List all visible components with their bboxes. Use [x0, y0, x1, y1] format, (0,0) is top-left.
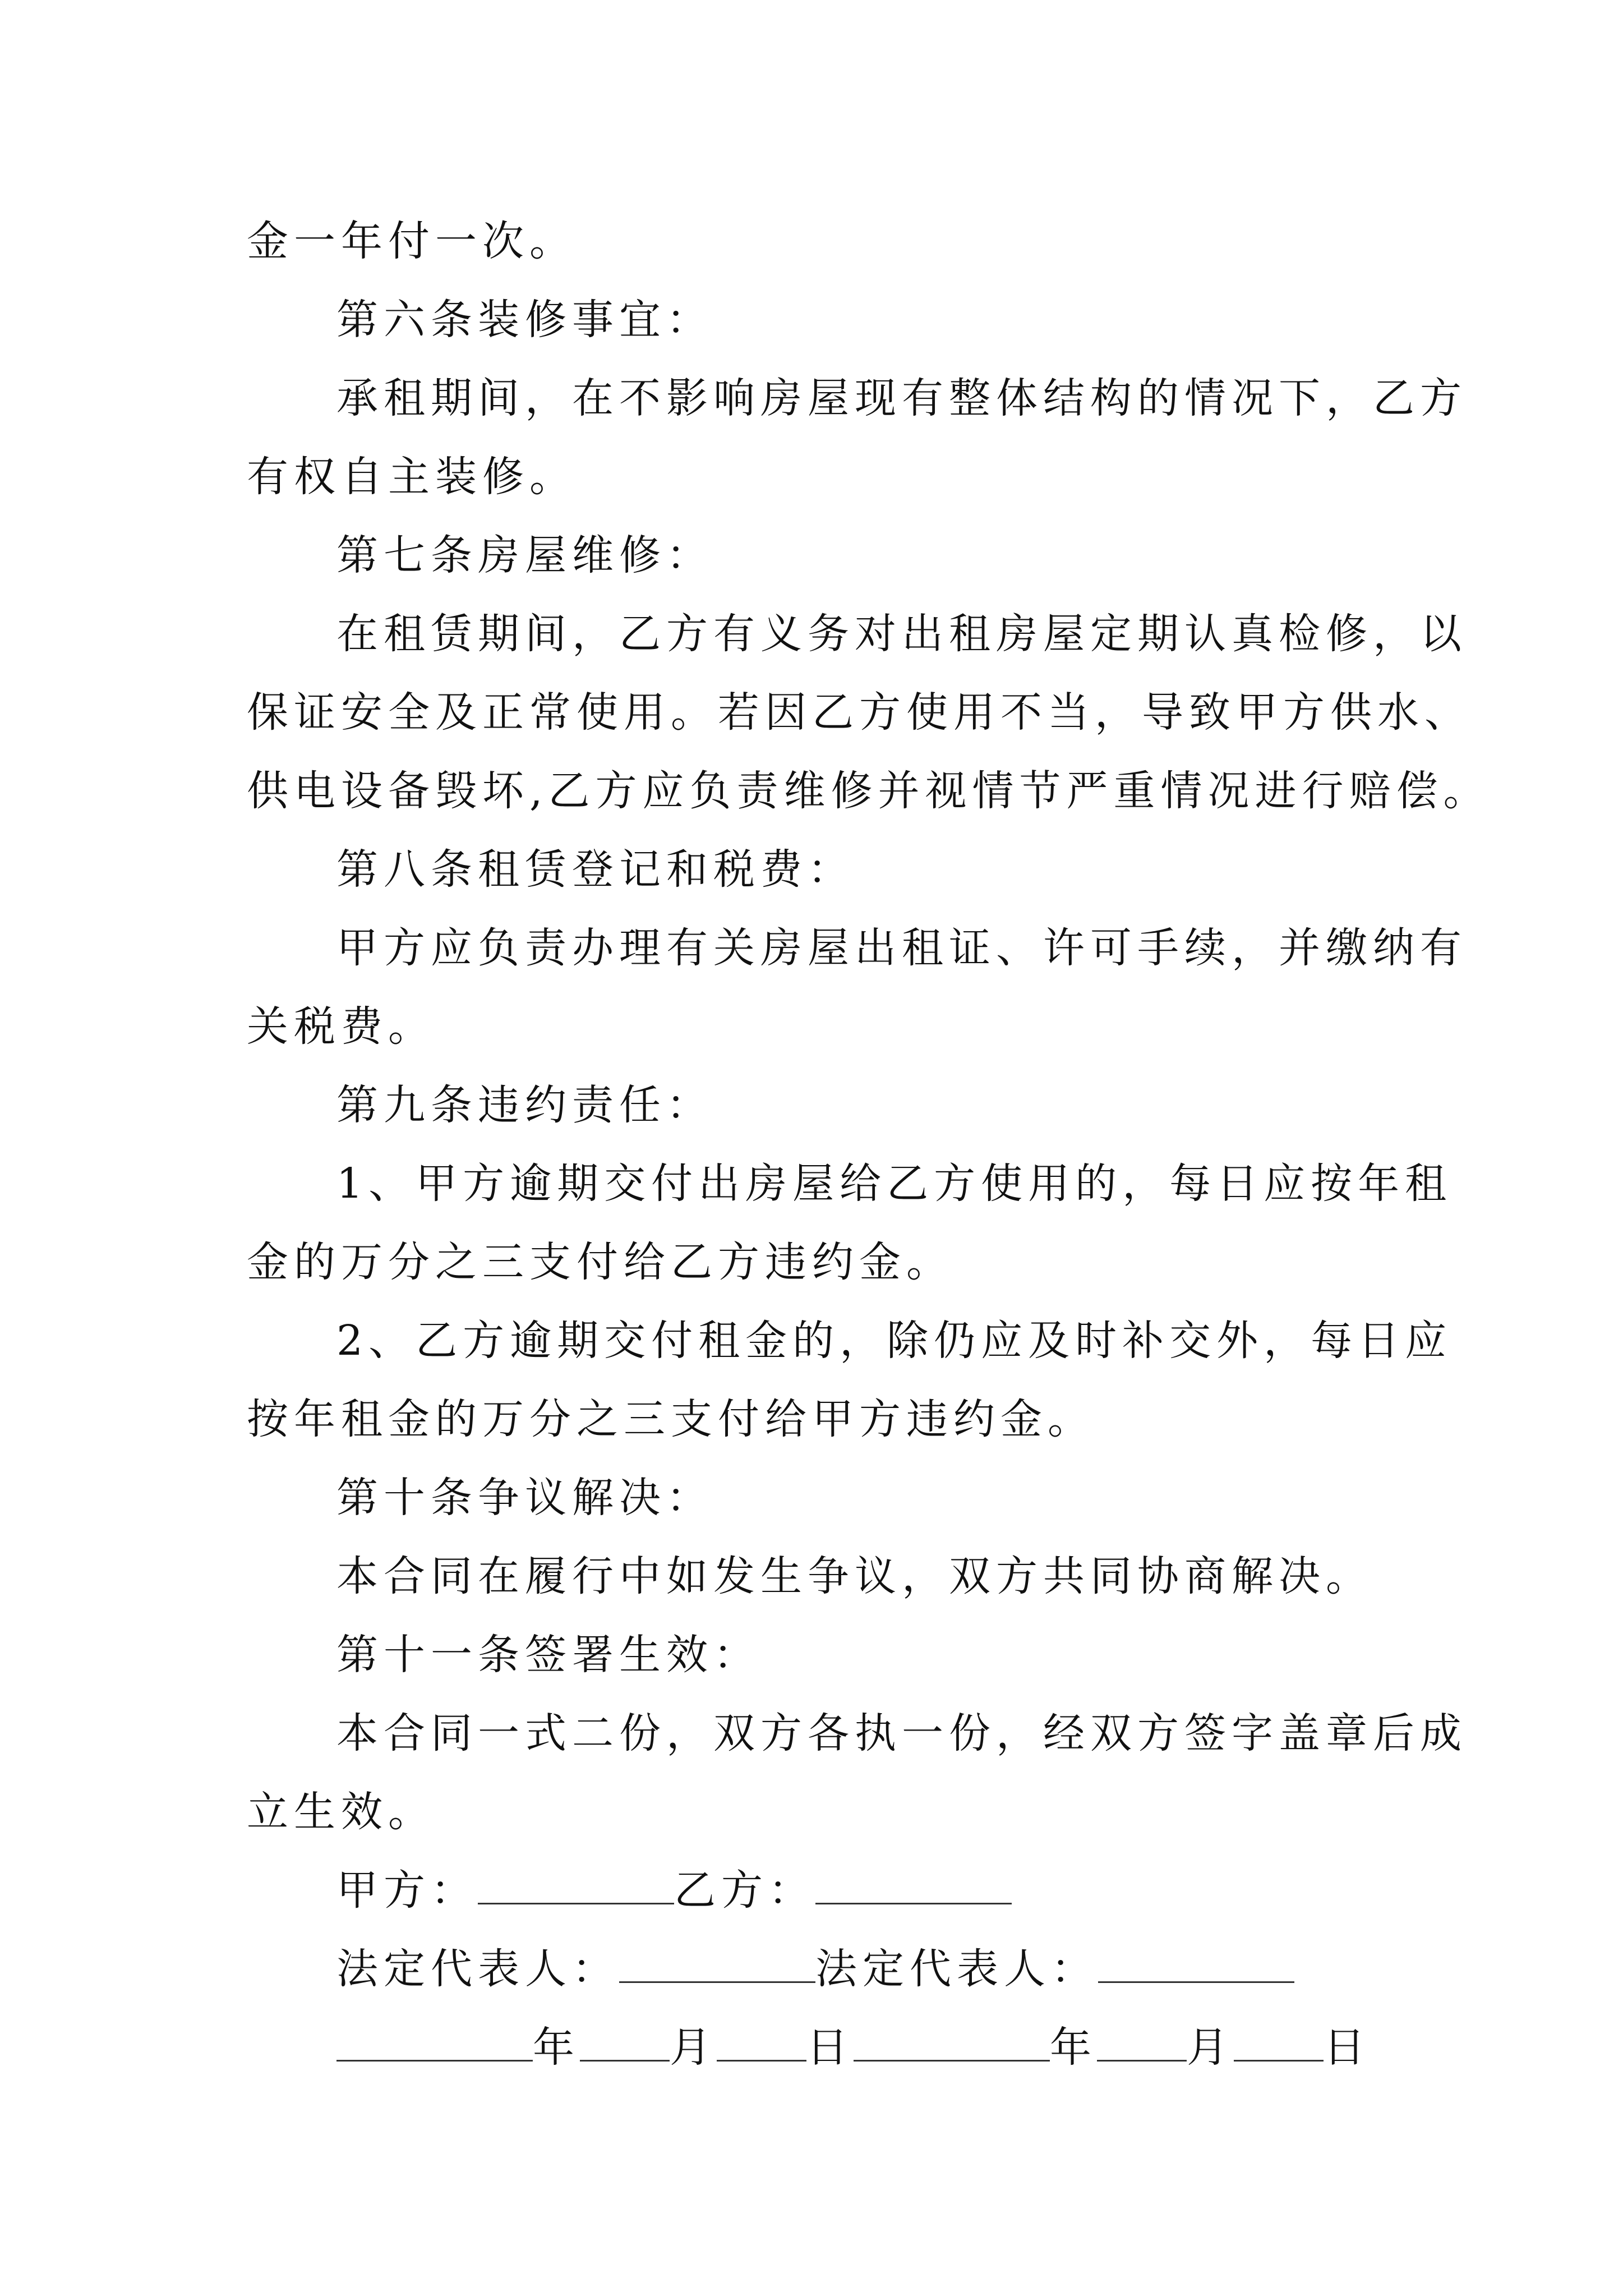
clause-heading-7: 第七条房屋维修：	[336, 531, 713, 579]
day-b-label: 日	[1324, 2023, 1371, 2072]
legal-rep-a-label: 法定代表人：	[336, 1945, 619, 1993]
paragraph-line: 金的万分之三支付给乙方违约金。	[247, 1238, 953, 1286]
party-a-blank	[478, 1864, 674, 1904]
day-a-label: 日	[806, 2023, 854, 2072]
signature-parties-line	[247, 1851, 1391, 1930]
party-b-blank	[815, 1864, 1012, 1904]
paragraph-line: 供电设备毁坏,乙方应负责维修并视情节严重情况进行赔偿。	[247, 767, 1491, 815]
legal-rep-b-blank	[1098, 1942, 1294, 1983]
contract-text	[247, 202, 1491, 2087]
year-a-label: 年	[533, 2023, 580, 2072]
paragraph-line: 2、乙方逾期交付租金的，除仍应及时补交外，每日应	[336, 1317, 1453, 1365]
month-a-blank	[580, 2021, 670, 2062]
clause-heading-11: 第十一条签署生效：	[336, 1631, 760, 1679]
year-a-blank	[336, 2021, 533, 2062]
clause-heading-10: 第十条争议解决：	[336, 1474, 713, 1522]
paragraph-line: 保证安全及正常使用。若因乙方使用不当，导致甲方供水、	[247, 688, 1472, 737]
paragraph-line: 承租期间，在不影响房屋现有整体结构的情况下，乙方	[336, 374, 1467, 422]
day-a-blank	[717, 2021, 806, 2062]
paragraph-line: 有权自主装修。	[247, 453, 577, 501]
clause-heading-8: 第八条租赁登记和税费：	[336, 845, 855, 894]
paragraph-line: 本合同在履行中如发生争议，双方共同协商解决。	[336, 1552, 1373, 1600]
day-b-blank	[1234, 2021, 1324, 2062]
legal-rep-b-label: 法定代表人：	[815, 1945, 1098, 1993]
party-a-label: 甲方：	[336, 1866, 478, 1915]
year-b-blank	[854, 2021, 1050, 2062]
paragraph-line: 1、甲方逾期交付出房屋给乙方使用的，每日应按年租	[336, 1159, 1453, 1208]
paragraph-line: 金一年付一次。	[247, 217, 577, 265]
paragraph-line: 甲方应负责办理有关房屋出租证、许可手续，并缴纳有	[336, 924, 1467, 972]
paragraph-line: 关税费。	[247, 1002, 435, 1051]
paragraph-line: 按年租金的万分之三支付给甲方违约金。	[247, 1395, 1095, 1443]
signature-legal-rep-line	[247, 1930, 1391, 2008]
signature-date-line	[247, 2008, 1391, 2087]
clause-heading-6: 第六条装修事宜：	[336, 296, 713, 344]
month-b-blank	[1097, 2021, 1187, 2062]
paragraph-line: 立生效。	[247, 1788, 435, 1836]
party-b-label: 乙方：	[674, 1866, 815, 1915]
paragraph-line: 本合同一式二份，双方各执一份，经双方签字盖章后成	[336, 1709, 1467, 1757]
paragraph-line: 在租赁期间，乙方有义务对出租房屋定期认真检修，以	[336, 610, 1467, 658]
month-b-label: 月	[1187, 2023, 1234, 2072]
legal-rep-a-blank	[619, 1942, 815, 1983]
clause-heading-9: 第九条违约责任：	[336, 1081, 713, 1129]
year-b-label: 年	[1050, 2023, 1097, 2072]
month-a-label: 月	[670, 2023, 717, 2072]
